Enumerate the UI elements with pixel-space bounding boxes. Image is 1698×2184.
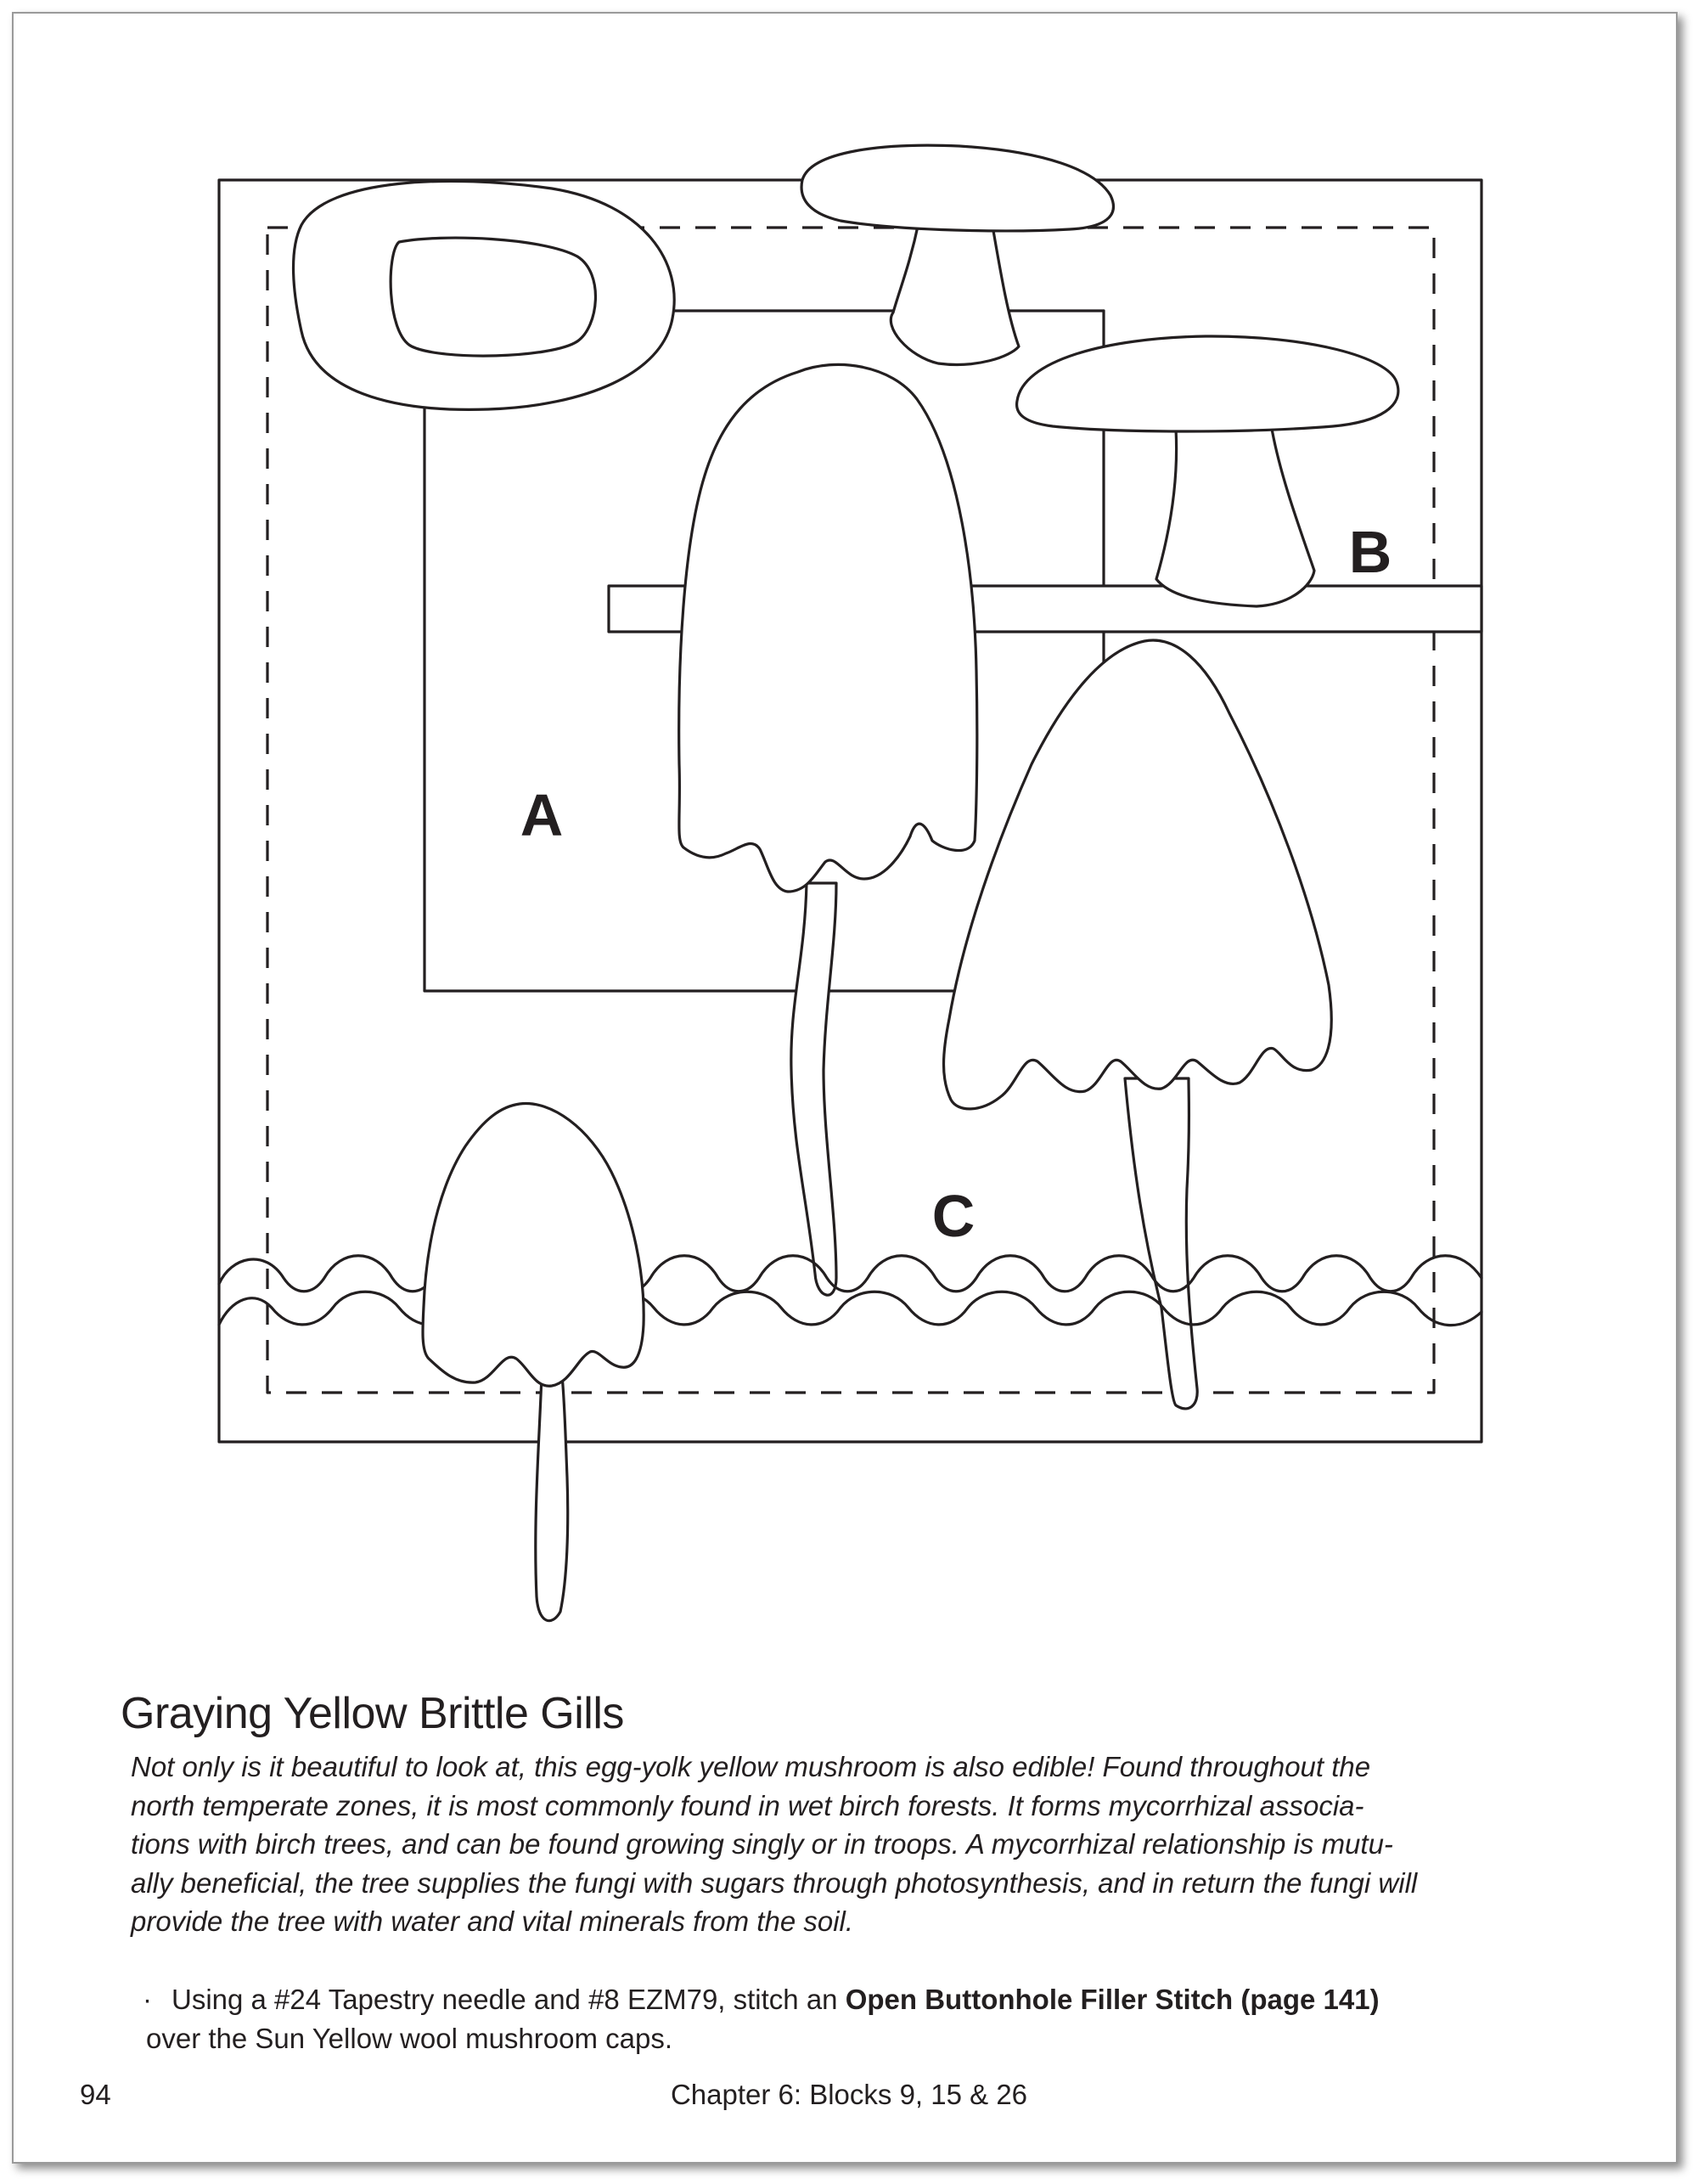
description-line: Not only is it beautiful to look at, this egg-yolk yellow mushroom is also edible! Found throughout the bbox=[131, 1751, 1371, 1782]
small-mushroom-stem bbox=[536, 1376, 568, 1621]
instruction-lead: Using a #24 Tapestry needle and #8 EZM79, stitch an bbox=[171, 1984, 846, 2015]
label-a: A bbox=[520, 782, 564, 848]
stitch-name: Open Buttonhole Filler Stitch (page 141) bbox=[845, 1984, 1380, 2015]
label-c: C bbox=[931, 1183, 976, 1249]
bullet-icon: · bbox=[143, 1984, 152, 2015]
page-number: 94 bbox=[80, 2079, 111, 2110]
stitch-instruction bbox=[143, 1980, 1603, 2058]
description-line: north temperate zones, it is most commonly found in wet birch forests. It forms mycorrhizal associa- bbox=[131, 1789, 1364, 1821]
description-line: provide the tree with water and vital minerals from the soil. bbox=[131, 1905, 854, 1937]
instruction-line-2: over the Sun Yellow wool mushroom caps. bbox=[146, 2023, 673, 2054]
section-title: Graying Yellow Brittle Gills bbox=[121, 1689, 624, 1738]
section-description bbox=[131, 1748, 1591, 1941]
instruction-line-1 bbox=[143, 1980, 1603, 2019]
description-line: ally beneficial, the tree supplies the fungi with sugars through photosynthesis, and in return the fungi will bbox=[131, 1866, 1418, 1899]
top-mushroom-cap bbox=[801, 145, 1113, 231]
label-b: B bbox=[1348, 519, 1392, 585]
middle-mushroom-cap bbox=[679, 364, 977, 892]
ring-cap-hole bbox=[391, 238, 595, 356]
description-line: tions with birch trees, and can be found growing singly or in troops. A mycorrhizal relationship is mutu- bbox=[131, 1828, 1393, 1860]
chapter-footer: Chapter 6: Blocks 9, 15 & 26 bbox=[670, 2079, 1028, 2110]
